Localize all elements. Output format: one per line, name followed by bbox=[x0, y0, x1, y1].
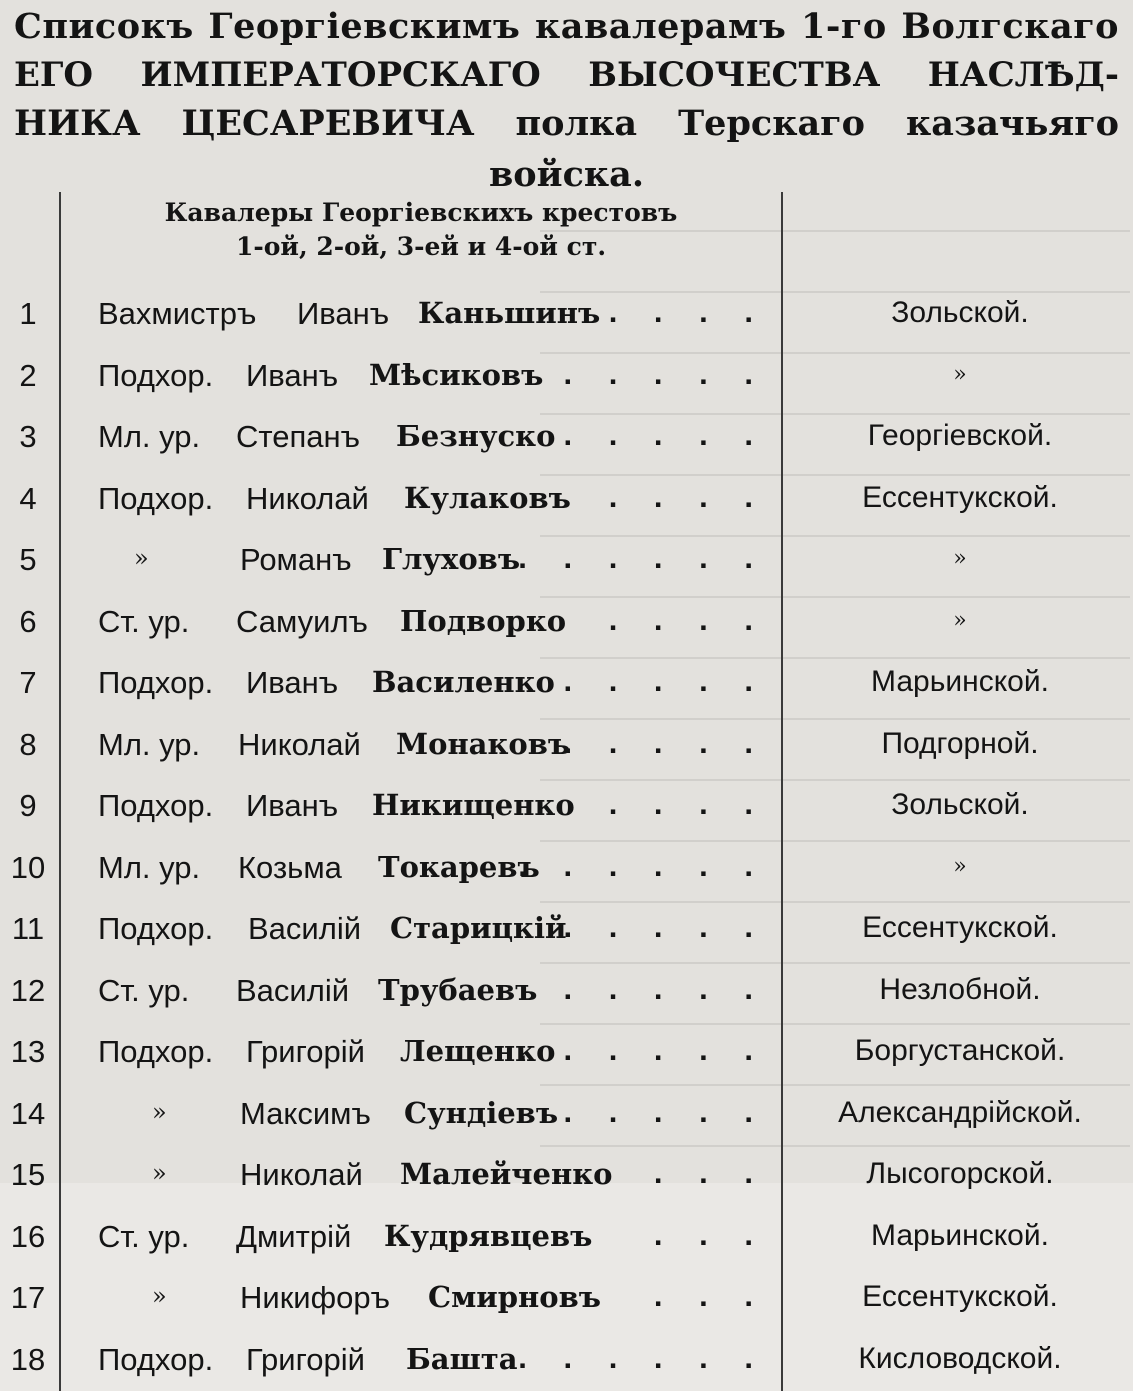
table-row bbox=[0, 961, 1133, 1022]
table-row bbox=[0, 469, 1133, 530]
leader-dots: . . . . . . bbox=[518, 1032, 767, 1067]
leader-dots: . . . . . bbox=[563, 1093, 767, 1129]
row-number: 16 bbox=[10, 1218, 46, 1254]
stanitsa: Кисловодской. bbox=[858, 1341, 1062, 1375]
leader-dots: . . . bbox=[653, 1155, 767, 1190]
given-name: Иванъ bbox=[297, 296, 390, 331]
surname: Трубаевъ bbox=[378, 972, 538, 1007]
surname: Токаревъ bbox=[378, 849, 540, 884]
rank: Ст. ур. bbox=[98, 603, 190, 639]
given-name: Иванъ bbox=[246, 788, 339, 823]
leader-dots: . . . . . . bbox=[518, 540, 767, 575]
surname: Безнуско bbox=[396, 419, 556, 453]
surname: Малейченко bbox=[400, 1157, 613, 1191]
rank: Ст. ур. bbox=[98, 1218, 190, 1254]
rank: Мл. ур. bbox=[98, 419, 201, 454]
stanitsa: Ессентукской. bbox=[862, 480, 1058, 514]
row-number: 6 bbox=[19, 603, 37, 639]
rank: » bbox=[134, 544, 149, 572]
stanitsa: » bbox=[953, 361, 967, 387]
leader-dots: . . . . . bbox=[563, 355, 767, 391]
given-name: Козьма bbox=[238, 849, 342, 885]
given-name: Дмитрій bbox=[236, 1218, 352, 1254]
title-line-4: войска. bbox=[488, 154, 645, 195]
surname: Глуховъ bbox=[382, 542, 521, 576]
row-number: 7 bbox=[19, 665, 37, 700]
surname: Каньшинъ bbox=[418, 296, 601, 330]
table-row bbox=[0, 407, 1133, 468]
given-name: Василій bbox=[236, 972, 350, 1008]
title-line-2: ЕГО ИМПЕРАТОРСКАГО ВЫСОЧЕСТВА НАСЛѢД- bbox=[14, 55, 1119, 95]
given-name: Степанъ bbox=[236, 419, 360, 454]
leader-dots: . . . . . . bbox=[518, 1339, 767, 1375]
stanitsa: Незлобной. bbox=[879, 972, 1041, 1006]
leader-dots: . . . . . bbox=[563, 909, 767, 944]
stanitsa: Боргустанской. bbox=[854, 1034, 1066, 1067]
given-name: Иванъ bbox=[246, 357, 339, 393]
leader-dots: . . . . . . bbox=[518, 847, 767, 883]
rank: Подхор. bbox=[98, 480, 214, 516]
given-name: Романъ bbox=[240, 542, 352, 577]
leader-dots: . . . . . bbox=[563, 970, 767, 1006]
surname: Кулаковъ bbox=[404, 480, 571, 515]
table-row bbox=[0, 899, 1133, 960]
leader-dots: . . . . . bbox=[563, 724, 767, 760]
rank: Подхор. bbox=[98, 357, 214, 393]
table-row bbox=[0, 530, 1133, 591]
given-name: Никифоръ bbox=[240, 1280, 390, 1315]
table-row bbox=[0, 1268, 1133, 1329]
table-row bbox=[0, 1022, 1133, 1083]
table-row bbox=[0, 1145, 1133, 1206]
stanitsa: Подгорной. bbox=[881, 726, 1039, 760]
leader-dots: . . . . bbox=[608, 601, 767, 637]
rank: » bbox=[152, 1159, 167, 1187]
surname: Монаковъ bbox=[396, 726, 571, 761]
rank: Ст. ур. bbox=[98, 972, 190, 1008]
stanitsa: Ессентукской. bbox=[862, 1280, 1058, 1313]
stanitsa: Лысогорской. bbox=[866, 1157, 1054, 1190]
rank: » bbox=[152, 1097, 167, 1126]
stanitsa: Ессентукской. bbox=[862, 911, 1058, 944]
table-row bbox=[0, 1084, 1133, 1145]
leader-dots: . . . . . bbox=[563, 417, 767, 452]
table-row bbox=[0, 715, 1133, 776]
leader-dots: . . . bbox=[653, 1216, 767, 1252]
row-number: 9 bbox=[19, 788, 37, 823]
leader-dots: . . . . bbox=[608, 786, 767, 821]
rank: Подхор. bbox=[98, 665, 214, 700]
surname: Смирновъ bbox=[428, 1280, 602, 1314]
row-number: 18 bbox=[10, 1341, 46, 1377]
stanitsa: » bbox=[953, 607, 967, 633]
table-row bbox=[0, 1330, 1133, 1391]
rank: Подхор. bbox=[98, 911, 214, 946]
surname: Кудрявцевъ bbox=[384, 1218, 593, 1253]
leader-dots: . . . . . bbox=[563, 663, 767, 698]
row-number: 15 bbox=[10, 1157, 46, 1192]
rank: Подхор. bbox=[98, 788, 214, 823]
given-name: Максимъ bbox=[240, 1095, 371, 1131]
stanitsa: Георгіевской. bbox=[867, 419, 1053, 452]
given-name: Григорій bbox=[246, 1034, 365, 1069]
given-name: Николай bbox=[246, 480, 369, 516]
rank: » bbox=[152, 1282, 167, 1310]
surname: Никищенко bbox=[372, 788, 575, 822]
stanitsa: Зольской. bbox=[891, 296, 1029, 329]
surname: Василенко bbox=[372, 665, 555, 699]
given-name: Василій bbox=[248, 911, 362, 946]
rank: Подхор. bbox=[98, 1034, 214, 1069]
given-name: Николай bbox=[238, 726, 361, 762]
table-row bbox=[0, 346, 1133, 407]
stanitsa: Марьинской. bbox=[871, 665, 1049, 698]
table-row bbox=[0, 776, 1133, 837]
row-number: 13 bbox=[10, 1034, 46, 1069]
column-header-line-1: Кавалеры Георгіевскихъ крестовъ bbox=[164, 198, 678, 227]
title-line-3: НИКА ЦЕСАРЕВИЧА полка Терскаго казачьяго bbox=[14, 103, 1119, 144]
table-row bbox=[0, 1207, 1133, 1268]
stanitsa: Александрійской. bbox=[838, 1095, 1082, 1129]
row-number: 4 bbox=[19, 480, 37, 516]
given-name: Григорій bbox=[246, 1341, 365, 1377]
surname: Старицкій bbox=[390, 911, 567, 945]
row-number: 8 bbox=[19, 726, 37, 762]
given-name: Иванъ bbox=[246, 665, 339, 700]
table-row bbox=[0, 284, 1133, 345]
leader-dots: . . . . bbox=[608, 294, 767, 329]
row-number: 2 bbox=[19, 357, 37, 393]
row-number: 1 bbox=[19, 296, 37, 331]
row-number: 17 bbox=[10, 1280, 46, 1315]
given-name: Николай bbox=[240, 1157, 363, 1192]
surname: Башта bbox=[406, 1341, 518, 1376]
surname: Мѣсиковъ bbox=[369, 357, 544, 392]
stanitsa: Марьинской. bbox=[871, 1218, 1049, 1252]
rank: Мл. ур. bbox=[98, 726, 201, 762]
row-number: 10 bbox=[10, 849, 46, 885]
row-number: 14 bbox=[10, 1095, 46, 1131]
rank: Вахмистръ bbox=[98, 296, 257, 331]
surname: Сундіевъ bbox=[404, 1095, 559, 1130]
stanitsa: » bbox=[953, 853, 967, 879]
leader-dots: . . . bbox=[653, 1278, 767, 1313]
surname: Подворко bbox=[400, 603, 567, 638]
given-name: Самуилъ bbox=[236, 603, 368, 639]
row-number: 12 bbox=[10, 972, 46, 1008]
surname: Лещенко bbox=[400, 1034, 556, 1068]
title-line-1: Списокъ Георгіевскимъ кавалерамъ 1-го Волгскаго bbox=[14, 6, 1119, 47]
table-row bbox=[0, 592, 1133, 653]
stanitsa: » bbox=[953, 546, 967, 571]
row-number: 5 bbox=[19, 542, 37, 577]
table-row bbox=[0, 653, 1133, 714]
row-number: 11 bbox=[11, 911, 45, 946]
leader-dots: . . . . bbox=[608, 478, 767, 514]
row-number: 3 bbox=[19, 419, 37, 454]
table-row bbox=[0, 838, 1133, 899]
column-header-line-2: 1-ой, 2-ой, 3-ей и 4-ой ст. bbox=[235, 232, 607, 261]
rank: Мл. ур. bbox=[98, 849, 201, 885]
rank: Подхор. bbox=[98, 1341, 214, 1377]
stanitsa: Зольской. bbox=[891, 788, 1029, 821]
